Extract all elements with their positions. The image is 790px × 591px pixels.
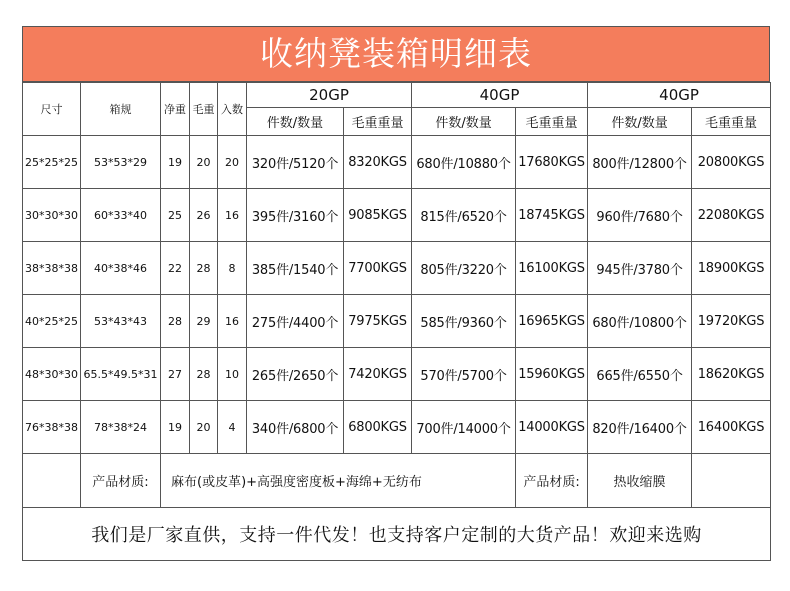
- table-row: [23, 401, 771, 454]
- cell-size: 40*25*25: [23, 295, 81, 348]
- cell-net-weight: 19: [161, 136, 190, 189]
- header-container-2: 40GP: [412, 83, 588, 108]
- cell-gross-weight: 28: [190, 242, 218, 295]
- cell-c3-qty: 665件/6550个: [588, 348, 692, 401]
- header-net-weight: 净重: [161, 83, 190, 136]
- cell-gross-weight: 20: [190, 401, 218, 454]
- cell-net-weight: 25: [161, 189, 190, 242]
- cell-c3-qty: 945件/3780个: [588, 242, 692, 295]
- cell-size: 38*38*38: [23, 242, 81, 295]
- packaging-value: 热收缩膜: [588, 454, 692, 508]
- header-per-box: 入数: [218, 83, 247, 136]
- cell-c2-weight: 16965KGS: [516, 295, 588, 348]
- packing-sheet: [22, 26, 770, 567]
- cell-per-box: 20: [218, 136, 247, 189]
- cell-c1-weight: 7975KGS: [344, 295, 412, 348]
- cell-c1-qty: 275件/4400个: [247, 295, 344, 348]
- cell-c2-weight: 18745KGS: [516, 189, 588, 242]
- cell-c2-qty: 570件/5700个: [412, 348, 516, 401]
- cell-c1-weight: 9085KGS: [344, 189, 412, 242]
- cell-per-box: 16: [218, 295, 247, 348]
- header-c1-weight: 毛重重量: [344, 108, 412, 136]
- cell-c3-qty: 800件/12800个: [588, 136, 692, 189]
- header-row-1: [23, 83, 771, 108]
- cell-c1-qty: 385件/1540个: [247, 242, 344, 295]
- header-c3-qty: 件数/数量: [588, 108, 692, 136]
- cell-gross-weight: 20: [190, 136, 218, 189]
- cell-c3-weight: 16400KGS: [692, 401, 771, 454]
- material-row: [23, 454, 771, 508]
- material-value: 麻布(或皮革)+高强度密度板+海绵+无纺布: [161, 454, 516, 508]
- material-spacer: [23, 454, 81, 508]
- cell-per-box: 16: [218, 189, 247, 242]
- table-row: [23, 348, 771, 401]
- cell-box-spec: 65.5*49.5*31: [81, 348, 161, 401]
- header-container-3: 40GP: [588, 83, 771, 108]
- cell-box-spec: 53*43*43: [81, 295, 161, 348]
- table-row: [23, 189, 771, 242]
- cell-c3-weight: 22080KGS: [692, 189, 771, 242]
- cell-gross-weight: 28: [190, 348, 218, 401]
- cell-c1-qty: 320件/5120个: [247, 136, 344, 189]
- header-size: 尺寸: [23, 83, 81, 136]
- cell-c2-qty: 700件/14000个: [412, 401, 516, 454]
- table-row: [23, 136, 771, 189]
- cell-box-spec: 40*38*46: [81, 242, 161, 295]
- cell-gross-weight: 26: [190, 189, 218, 242]
- cell-net-weight: 27: [161, 348, 190, 401]
- cell-c2-weight: 14000KGS: [516, 401, 588, 454]
- cell-c1-qty: 340件/6800个: [247, 401, 344, 454]
- cell-c2-weight: 17680KGS: [516, 136, 588, 189]
- cell-c2-qty: 585件/9360个: [412, 295, 516, 348]
- cell-c3-weight: 18900KGS: [692, 242, 771, 295]
- header-c3-weight: 毛重重量: [692, 108, 771, 136]
- header-box-spec: 箱规: [81, 83, 161, 136]
- header-c2-weight: 毛重重量: [516, 108, 588, 136]
- cell-c2-qty: 680件/10880个: [412, 136, 516, 189]
- packing-table: [22, 82, 771, 561]
- cell-per-box: 4: [218, 401, 247, 454]
- cell-box-spec: 78*38*24: [81, 401, 161, 454]
- cell-c1-weight: 7420KGS: [344, 348, 412, 401]
- cell-size: 48*30*30: [23, 348, 81, 401]
- cell-per-box: 10: [218, 348, 247, 401]
- cell-per-box: 8: [218, 242, 247, 295]
- cell-net-weight: 19: [161, 401, 190, 454]
- packaging-spacer: [692, 454, 771, 508]
- footer-note: 我们是厂家直供，支持一件代发！也支持客户定制的大货产品！欢迎来选购: [23, 508, 771, 561]
- cell-c1-qty: 265件/2650个: [247, 348, 344, 401]
- page-title: 收纳凳装箱明细表: [22, 26, 770, 82]
- cell-c3-weight: 19720KGS: [692, 295, 771, 348]
- cell-size: 30*30*30: [23, 189, 81, 242]
- cell-net-weight: 22: [161, 242, 190, 295]
- cell-size: 25*25*25: [23, 136, 81, 189]
- cell-c1-weight: 6800KGS: [344, 401, 412, 454]
- cell-box-spec: 53*53*29: [81, 136, 161, 189]
- cell-c3-weight: 18620KGS: [692, 348, 771, 401]
- cell-c2-qty: 805件/3220个: [412, 242, 516, 295]
- table-row: [23, 242, 771, 295]
- cell-c2-weight: 15960KGS: [516, 348, 588, 401]
- footer-row: [23, 508, 771, 561]
- header-c2-qty: 件数/数量: [412, 108, 516, 136]
- cell-c3-qty: 960件/7680个: [588, 189, 692, 242]
- packaging-label: 产品材质:: [516, 454, 588, 508]
- table-row: [23, 295, 771, 348]
- cell-c3-qty: 680件/10800个: [588, 295, 692, 348]
- material-label: 产品材质:: [81, 454, 161, 508]
- cell-c2-weight: 16100KGS: [516, 242, 588, 295]
- cell-c3-weight: 20800KGS: [692, 136, 771, 189]
- header-c1-qty: 件数/数量: [247, 108, 344, 136]
- cell-box-spec: 60*33*40: [81, 189, 161, 242]
- header-gross-weight: 毛重: [190, 83, 218, 136]
- cell-c2-qty: 815件/6520个: [412, 189, 516, 242]
- cell-net-weight: 28: [161, 295, 190, 348]
- cell-c1-weight: 8320KGS: [344, 136, 412, 189]
- cell-c1-qty: 395件/3160个: [247, 189, 344, 242]
- cell-c3-qty: 820件/16400个: [588, 401, 692, 454]
- header-container-1: 20GP: [247, 83, 412, 108]
- cell-size: 76*38*38: [23, 401, 81, 454]
- cell-c1-weight: 7700KGS: [344, 242, 412, 295]
- cell-gross-weight: 29: [190, 295, 218, 348]
